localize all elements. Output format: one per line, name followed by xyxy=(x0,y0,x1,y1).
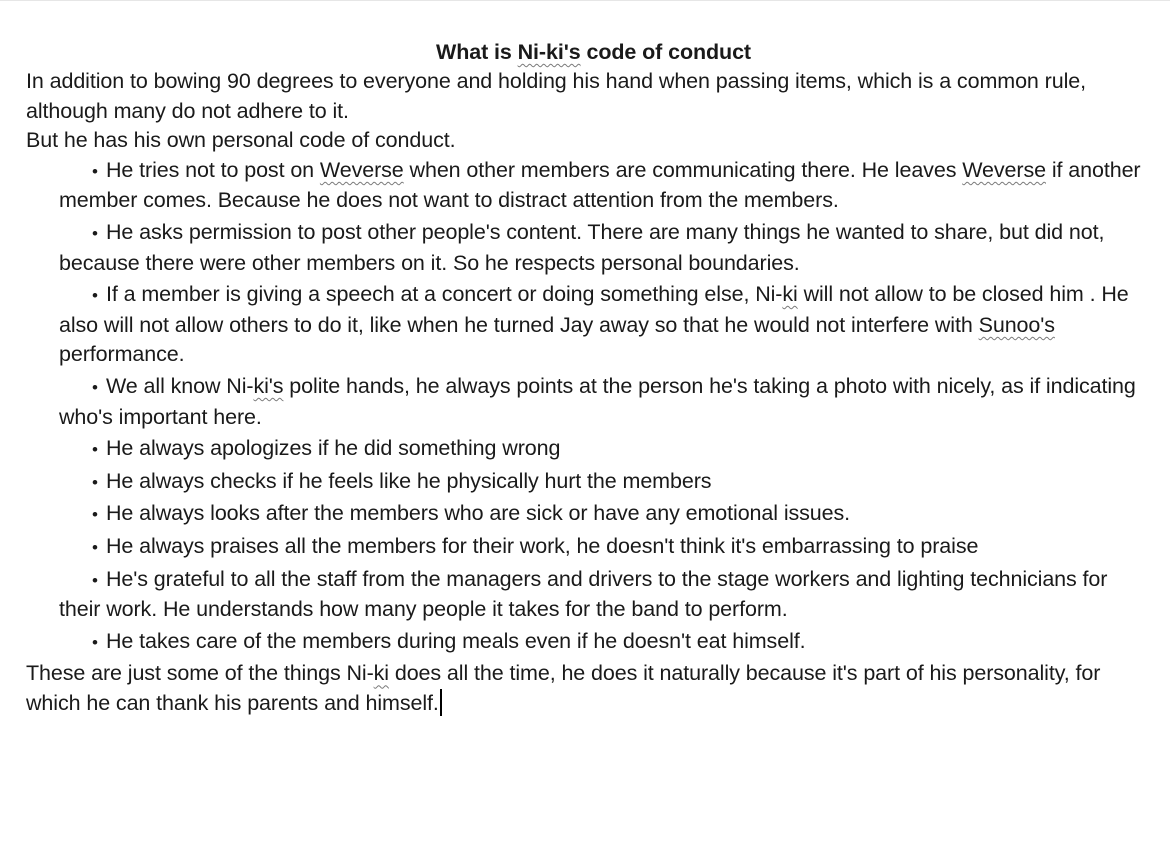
list-item xyxy=(26,565,1151,625)
intro-paragraph-2: But he has his own personal code of conduct. xyxy=(26,128,456,153)
bullet-icon: • xyxy=(92,161,98,181)
bullet-icon: • xyxy=(92,377,98,397)
closing-paragraph xyxy=(26,659,1151,718)
list-item xyxy=(26,434,1151,465)
document-body[interactable] xyxy=(26,31,1151,718)
list-item xyxy=(26,156,1151,216)
intro-paragraph: In addition to bowing 90 degrees to everyone and holding his hand when passing items, which is a common rule, although many do not adhere to it. xyxy=(26,69,1086,123)
spellcheck-word: ki xyxy=(373,661,389,686)
title-text: What is xyxy=(436,40,518,64)
item-text: if another member comes. Because he does not want to distract attention from the members. xyxy=(59,157,1141,213)
item-text: He tries not to post on xyxy=(106,157,320,182)
spellcheck-word: ki's xyxy=(253,373,284,398)
bullet-icon: • xyxy=(92,472,98,492)
spellcheck-word: Weverse xyxy=(962,157,1046,182)
spellcheck-word: Sunoo's xyxy=(978,312,1055,337)
item-text: will not allow to be closed him . He also will not allow others to do it, like when he turned Jay away so that he would not interfere with xyxy=(59,282,1129,337)
spellcheck-word: Ni-ki's xyxy=(517,40,581,64)
spellcheck-word: Weverse xyxy=(319,157,404,182)
list-item xyxy=(26,280,1151,370)
list-item xyxy=(26,218,1151,278)
list-item xyxy=(26,627,1151,658)
item-text: He always checks if he feels like he physically hurt the members xyxy=(106,468,712,493)
list-item xyxy=(26,467,1151,498)
bullet-icon: • xyxy=(92,223,98,243)
closing-text: does all the time, he does it naturally because it's part of his personality, for which he can thank his parents and himself. xyxy=(26,661,1101,715)
item-text: If a member is giving a speech at a concert or doing something else, Ni- xyxy=(106,282,783,307)
bullet-icon: • xyxy=(92,440,98,460)
bullet-icon: • xyxy=(92,505,98,525)
list-item xyxy=(26,499,1151,530)
spellcheck-word: ki xyxy=(782,282,798,307)
item-text: performance. xyxy=(59,342,185,367)
bullet-icon: • xyxy=(92,632,98,652)
bullet-icon: • xyxy=(92,570,98,590)
document-title xyxy=(26,37,1151,67)
item-text: We all know Ni- xyxy=(106,373,254,398)
bullet-icon: • xyxy=(92,286,98,306)
item-text: He always looks after the members who are sick or have any emotional issues. xyxy=(106,501,851,526)
list-item xyxy=(26,372,1151,432)
item-text: when other members are communicating there. He leaves xyxy=(403,157,963,182)
item-text: He's grateful to all the staff from the managers and drivers to the stage workers and lighting technicians for their work. He understands how many people it takes for the band to perform. xyxy=(59,566,1108,622)
item-text: He takes care of the members during meals even if he doesn't eat himself. xyxy=(106,628,806,653)
closing-text: These are just some of the things Ni- xyxy=(26,661,374,686)
conduct-list xyxy=(26,156,1151,658)
item-text: He always praises all the members for their work, he doesn't think it's embarrassing to praise xyxy=(106,533,979,558)
list-item xyxy=(26,532,1151,563)
item-text: He asks permission to post other people's content. There are many things he wanted to share, but did not, because there were other members on it. So he respects personal boundaries. xyxy=(59,219,1105,275)
item-text: polite hands, he always points at the person he's taking a photo with nicely, as if indicating who's important here. xyxy=(59,373,1136,429)
title-text: code of conduct xyxy=(580,40,751,64)
item-text: He always apologizes if he did something wrong xyxy=(106,436,561,461)
bullet-icon: • xyxy=(92,537,98,557)
text-cursor xyxy=(440,689,442,716)
